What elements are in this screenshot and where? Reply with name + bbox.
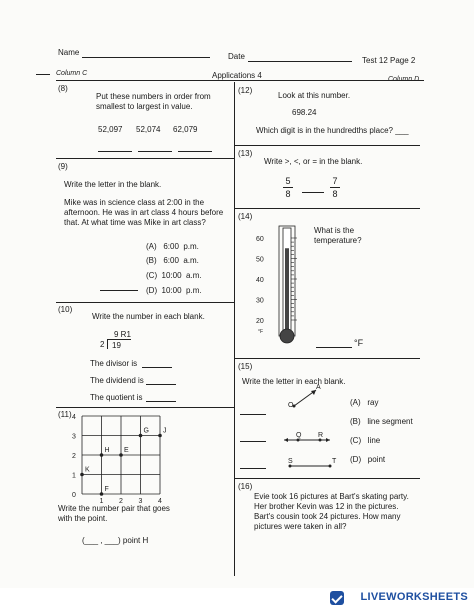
q9-answer-blank[interactable]: [100, 290, 138, 291]
header-rule-left: [36, 74, 50, 75]
q13-fraction-a-bar: [283, 187, 293, 188]
q10-division-bar: [107, 339, 131, 340]
q11-pair-prompt[interactable]: (___ , ___) point H: [82, 536, 149, 545]
q11-y-tick-label: 3: [72, 433, 76, 441]
q11-coordinate-grid: [60, 412, 200, 504]
q11-y-tick-label: 2: [72, 453, 76, 460]
q10-quotient-label: The quotient is: [90, 393, 143, 402]
q11-point-label: K: [85, 466, 90, 474]
q14-question-line1: What is the: [314, 226, 355, 235]
q8-answer-blank-1[interactable]: [98, 151, 132, 152]
q16-number: (16): [238, 482, 253, 491]
q15-choice-a: (A) ray: [350, 398, 379, 407]
q13-number: (13): [238, 149, 253, 158]
q9-choice-b: (B) 6:00 a.m.: [146, 256, 199, 265]
header-rule: [56, 80, 424, 81]
q9-story-line1: Mike was in science class at 2:00 in the: [64, 198, 205, 207]
section-title: Applications 4: [212, 71, 262, 80]
q10-dividend-blank[interactable]: [146, 384, 176, 385]
q11-point-h: [100, 453, 104, 457]
q11-point-f: [100, 492, 104, 496]
q14-answer-unit: °F: [354, 338, 364, 348]
q11-x-tick-label: 1: [99, 498, 104, 504]
q14-scale-label: 30: [256, 297, 264, 305]
q15-blank-2[interactable]: [240, 441, 266, 442]
q11-point-label: H: [104, 447, 110, 454]
q8-instruction-line1: Put these numbers in order from: [96, 92, 211, 101]
q11-point-e: [119, 453, 123, 457]
q11-x-tick-label: 4: [158, 498, 162, 504]
q15-line-arrow-right: [326, 438, 330, 442]
q13-fraction-a-denominator: 8: [285, 189, 291, 199]
q15-label-s: S: [288, 458, 293, 465]
name-field[interactable]: [82, 57, 210, 58]
q8-number-2: 52,074: [136, 125, 161, 134]
q15-label-a: A: [316, 384, 321, 391]
column-divider: [234, 82, 235, 576]
q11-instruction-line1: Write the number pair that goes: [58, 504, 170, 513]
q13-fraction-b-bar: [330, 187, 340, 188]
liveworksheets-logo-icon: [330, 591, 344, 605]
q15-label-q: Q: [296, 432, 302, 439]
q16-text-line3: Bart's cousin took 24 pictures. How many: [254, 512, 401, 521]
q9-separator: [56, 302, 234, 303]
q13-instruction: Write >, <, or = in the blank.: [264, 157, 363, 166]
q15-separator: [234, 478, 420, 479]
q14-scale-label: 50: [256, 256, 264, 264]
q11-point-label: F: [104, 486, 109, 493]
q15-label-t: T: [332, 458, 337, 465]
q13-fraction-b-denominator: 8: [332, 189, 338, 199]
q15-number: (15): [238, 362, 253, 371]
q14-scale-label: 60: [256, 236, 264, 243]
q11-y-tick-label: 1: [72, 472, 76, 480]
q15-choice-b: (B) line segment: [350, 417, 413, 426]
q14-scale-label: 40: [256, 277, 264, 284]
q14-mercury-column: [285, 248, 289, 336]
q11-x-tick-label: 2: [119, 498, 123, 504]
q13-separator: [234, 208, 420, 209]
q8-answer-blank-3[interactable]: [178, 151, 212, 152]
q8-number: (8): [58, 84, 68, 93]
column-c-label: Column C: [56, 70, 88, 77]
q9-number: (9): [58, 162, 68, 171]
q11-instruction-line2: with the point.: [58, 514, 108, 523]
q13-fraction-a: [283, 176, 293, 199]
q16-text-line4: pictures were taken in all?: [254, 522, 347, 531]
q9-choice-d: (D) 10:00 p.m.: [146, 286, 202, 295]
q11-point-label: E: [124, 447, 129, 454]
q9-choice-a: (A) 6:00 p.m.: [146, 242, 199, 251]
q14-separator: [234, 358, 420, 359]
q12-number-value: 698.24: [292, 108, 317, 117]
q13-fraction-b: [330, 176, 340, 199]
name-label: Name: [58, 48, 80, 57]
q13-fraction-a-numerator: 5: [285, 176, 291, 186]
q14-number: (14): [238, 212, 253, 221]
q16-text-line1: Evie took 16 pictures at Bart's skating party.: [254, 492, 409, 501]
q10-quotient-blank[interactable]: [146, 401, 176, 402]
q15-choice-d: (D) point: [350, 455, 386, 464]
q8-number-3: 62,079: [173, 125, 198, 134]
q14-unit-label: °F: [258, 329, 264, 335]
q13-fraction-b-numerator: 7: [332, 176, 338, 186]
q10-divisor-label: The divisor is: [90, 359, 138, 368]
q10-instruction: Write the number in each blank.: [92, 312, 205, 321]
q15-blank-3[interactable]: [240, 468, 266, 469]
q10-dividend-label: The dividend is: [90, 376, 144, 385]
q14-answer-blank[interactable]: [316, 347, 352, 348]
date-field[interactable]: [248, 61, 352, 62]
q11-point-label: G: [143, 427, 149, 435]
q11-x-tick-label: 3: [138, 498, 143, 504]
footer-bar: [0, 588, 474, 611]
q8-instruction-line2: smallest to largest in value.: [96, 102, 193, 111]
q8-number-1: 52,097: [98, 125, 123, 134]
q15-label-r: R: [318, 432, 324, 439]
q11-point-label: J: [163, 427, 167, 435]
q12-question[interactable]: Which digit is in the hundredths place? ___: [256, 126, 409, 135]
q14-question-line2: temperature?: [314, 236, 362, 245]
q15-choice-c: (C) line: [350, 436, 381, 445]
q10-divisor: 2: [100, 340, 105, 349]
q9-instruction: Write the letter in the blank.: [64, 180, 162, 189]
q13-answer-blank[interactable]: [302, 192, 324, 193]
q14-scale-label: 20: [256, 318, 264, 325]
q12-separator: [234, 145, 420, 146]
q16-text-line2: Her brother Kevin was 12 in the pictures.: [254, 502, 399, 511]
q8-answer-blank-2[interactable]: [138, 151, 172, 152]
q10-number: (10): [58, 305, 73, 314]
q10-division-bracket: [107, 339, 108, 349]
q12-instruction: Look at this number.: [278, 91, 351, 100]
q12-number: (12): [238, 86, 253, 95]
q9-choice-c: (C) 10:00 a.m.: [146, 271, 202, 280]
q10-dividend: 19: [112, 341, 121, 350]
q10-quotient-remainder: 9 R1: [114, 330, 131, 339]
q9-story-line3: that. At what time was Mike in art class?: [64, 218, 206, 227]
q14-thermometer: [254, 220, 304, 350]
q14-thermometer-bulb: [280, 329, 294, 343]
q15-label-o: O: [288, 402, 294, 409]
q10-divisor-blank[interactable]: [142, 367, 172, 368]
date-label: Date: [228, 52, 245, 61]
q11-point-j: [158, 434, 162, 438]
q15-line-arrow-left: [284, 438, 288, 442]
q8-separator: [56, 158, 234, 159]
q15-instruction: Write the letter in each blank.: [242, 377, 346, 386]
q11-point-g: [139, 434, 143, 438]
q15-blank-1[interactable]: [240, 414, 266, 415]
test-page-label: Test 12 Page 2: [362, 56, 416, 65]
q11-y-tick-label: 0: [72, 492, 76, 499]
q11-number: (11): [58, 410, 72, 419]
q11-point-k: [80, 473, 84, 477]
q9-story-line2: afternoon. He was in art class 4 hours before: [64, 208, 224, 217]
brand-label[interactable]: LIVEWORKSHEETS: [360, 591, 468, 603]
q10-separator: [56, 407, 234, 408]
q11-y-tick-label: 4: [72, 414, 76, 421]
